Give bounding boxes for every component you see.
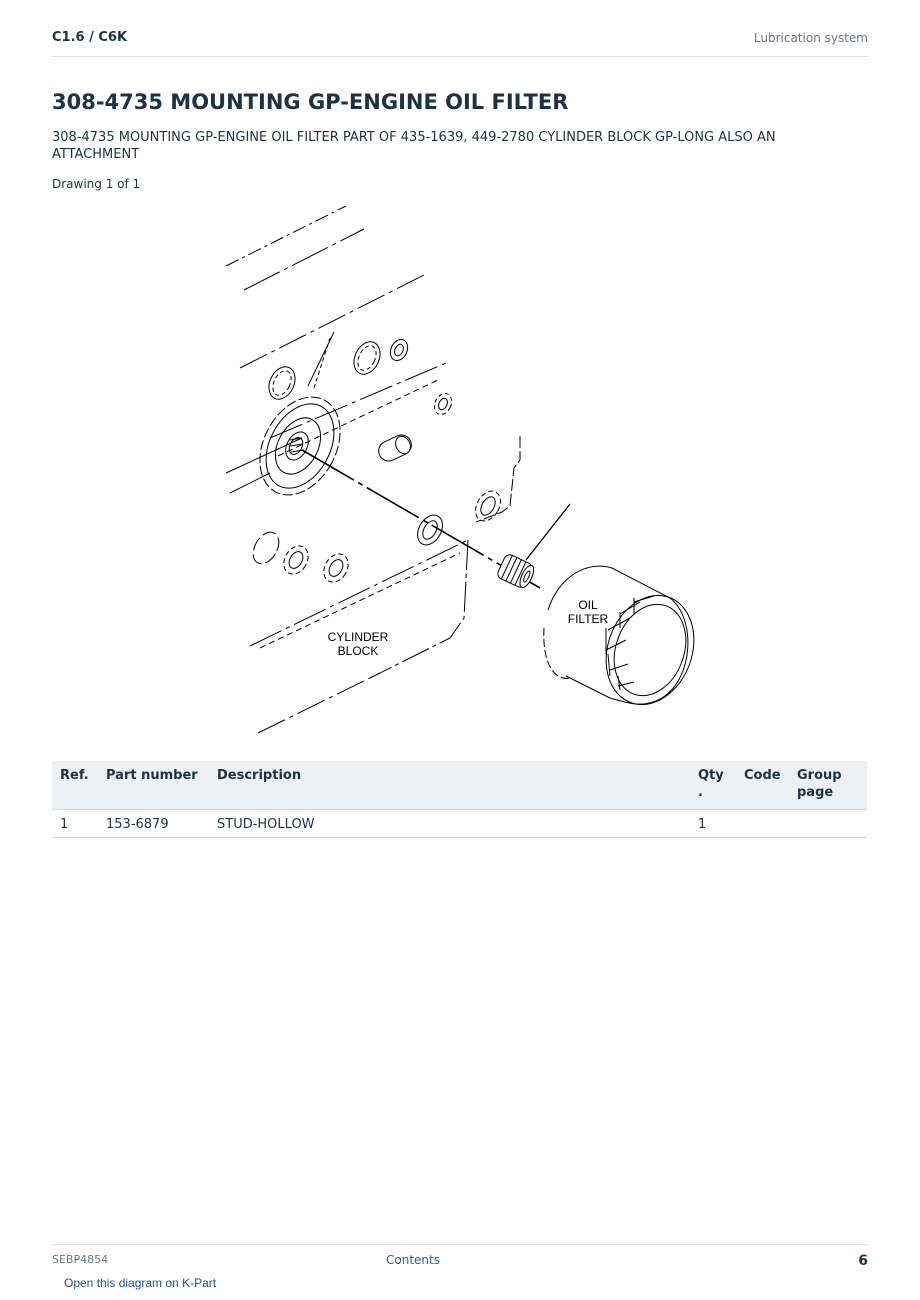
model-label: C1.6 / C6K bbox=[52, 30, 128, 45]
drawing-count-label: Drawing 1 of 1 bbox=[52, 177, 141, 191]
page-subtitle: 308-4735 MOUNTING GP-ENGINE OIL FILTER PART OF 435-1639, 449-2780 CYLINDER BLOCK GP-LONG ALSO AN ATTACHMENT bbox=[52, 130, 776, 162]
parts-table-header bbox=[52, 761, 867, 810]
parts-table bbox=[52, 761, 867, 838]
header-group-page: Group page bbox=[789, 761, 867, 810]
section-label: Lubrication system bbox=[753, 31, 868, 45]
row-code bbox=[736, 810, 789, 838]
document-number: SEBP4854 bbox=[52, 1253, 109, 1266]
row-group-page bbox=[789, 810, 867, 838]
table-row bbox=[52, 810, 867, 838]
page-title: 308-4735 MOUNTING GP-ENGINE OIL FILTER bbox=[52, 90, 569, 114]
oil-filter-diagram bbox=[210, 198, 710, 743]
page-footer bbox=[52, 1244, 868, 1275]
row-part-number: 153-6879 bbox=[98, 810, 209, 838]
oil-filter-label-line2: FILTER bbox=[567, 612, 609, 626]
header-ref: Ref. bbox=[52, 761, 98, 810]
header-part-number: Part number bbox=[98, 761, 209, 810]
page-number: 6 bbox=[858, 1253, 868, 1269]
contents-link[interactable]: Contents bbox=[386, 1253, 440, 1267]
cylinder-block-label-line2: BLOCK bbox=[337, 644, 379, 658]
cylinder-block-label-line1: CYLINDER bbox=[327, 630, 389, 644]
page-header bbox=[52, 28, 868, 57]
oil-filter-label-line1: OIL bbox=[578, 598, 598, 612]
row-ref: 1 bbox=[52, 810, 98, 838]
header-qty: Qty . bbox=[690, 761, 736, 810]
open-kpart-link[interactable]: Open this diagram on K-Part bbox=[64, 1276, 217, 1290]
row-qty: 1 bbox=[690, 810, 736, 838]
header-code: Code bbox=[736, 761, 789, 810]
row-description: STUD-HOLLOW bbox=[209, 810, 690, 838]
header-description: Description bbox=[209, 761, 690, 810]
